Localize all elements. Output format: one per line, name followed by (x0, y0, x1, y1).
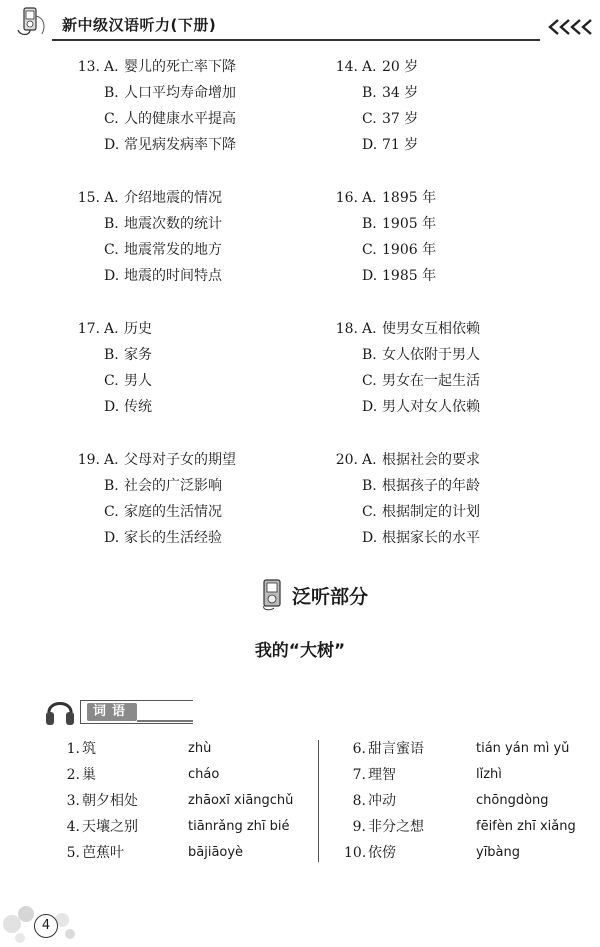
option-letter: C. (362, 242, 377, 258)
option-letter: A. (362, 59, 377, 75)
vocab-pinyin: zhāoxī xiāngchǔ (188, 793, 294, 808)
option-letter: C. (362, 504, 377, 520)
option-letter: B. (104, 216, 119, 232)
header-rule (52, 39, 540, 41)
mp3-player-icon (260, 578, 286, 612)
option-letter: B. (362, 216, 377, 232)
vocab-number: 7. (352, 767, 366, 783)
option-letter: D. (362, 399, 378, 415)
option-letter: D. (104, 137, 120, 153)
option-text: 使男女互相依赖 (382, 321, 480, 337)
vocab-pinyin: tián yán mì yǔ (476, 741, 570, 756)
vocab-number: 2. (66, 767, 80, 783)
vocab-number: 1. (66, 741, 80, 757)
option-text: 传统 (124, 399, 152, 415)
option-letter: C. (362, 111, 377, 127)
option-text: 父母对子女的期望 (124, 452, 236, 468)
vocab-word: 非分之想 (368, 819, 424, 835)
vocab-word: 甜言蜜语 (368, 741, 424, 757)
option-text: 家庭的生活情况 (124, 504, 222, 520)
chevrons-left-icon (546, 18, 594, 36)
option-letter: C. (104, 504, 119, 520)
option-text: 常见病发病率下降 (124, 137, 236, 153)
option-letter: D. (104, 530, 120, 546)
option-text: 历史 (124, 321, 152, 337)
question-number: 19. (77, 452, 100, 468)
option-text: 71 岁 (382, 137, 419, 153)
vocab-heading (44, 694, 174, 730)
question-number: 17. (77, 321, 100, 337)
vocab-number: 10. (344, 845, 367, 861)
option-letter: A. (362, 321, 377, 337)
vocab-word: 冲动 (368, 793, 396, 809)
vocab-pinyin: bājiāoyè (188, 845, 244, 860)
vocab-pinyin: fēifèn zhī xiǎng (476, 819, 576, 834)
option-letter: C. (104, 373, 119, 389)
option-text: 地震的时间特点 (124, 268, 222, 284)
option-letter: B. (104, 347, 119, 363)
option-letter: A. (362, 190, 377, 206)
option-text: 1905 年 (382, 216, 437, 232)
page-footer (0, 900, 90, 947)
vocab-number: 6. (352, 741, 366, 757)
option-letter: C. (104, 111, 119, 127)
option-letter: B. (104, 478, 119, 494)
question-number: 20. (335, 452, 358, 468)
vocab-label-box (80, 700, 193, 724)
option-text: 根据家长的水平 (382, 530, 480, 546)
vocab-word: 筑 (82, 741, 96, 757)
option-text: 地震次数的统计 (124, 216, 222, 232)
vocab-word: 巢 (82, 767, 96, 783)
question-number: 14. (335, 59, 358, 75)
option-text: 社会的广泛影响 (124, 478, 222, 494)
option-letter: B. (362, 347, 377, 363)
option-text: 根据制定的计划 (382, 504, 480, 520)
vocab-number: 4. (66, 819, 80, 835)
option-text: 地震常发的地方 (124, 242, 222, 258)
vocab-number: 5. (66, 845, 80, 861)
option-text: 男女在一起生活 (382, 373, 480, 389)
option-letter: B. (362, 478, 377, 494)
vocab-word: 依傍 (368, 845, 396, 861)
option-letter: A. (104, 321, 119, 337)
option-letter: B. (362, 85, 377, 101)
option-letter: A. (104, 452, 119, 468)
option-text: 1906 年 (382, 242, 437, 258)
option-text: 介绍地震的情况 (124, 190, 222, 206)
option-letter: D. (362, 268, 378, 284)
vocab-pinyin: lǐzhì (476, 767, 502, 782)
vocab-label-underline (137, 720, 193, 722)
vocab-label: 词语 (87, 703, 137, 721)
option-text: 20 岁 (382, 59, 419, 75)
option-text: 1895 年 (382, 190, 437, 206)
column-divider (318, 740, 319, 862)
option-letter: B. (104, 85, 119, 101)
option-text: 女人依附于男人 (382, 347, 480, 363)
vocab-word: 芭蕉叶 (82, 845, 124, 861)
option-letter: D. (362, 137, 378, 153)
option-text: 根据社会的要求 (382, 452, 480, 468)
section-title: 泛听部分 (292, 586, 369, 608)
question-number: 13. (77, 59, 100, 75)
question-number: 16. (335, 190, 358, 206)
option-text: 1985 年 (382, 268, 437, 284)
vocab-pinyin: yībàng (476, 845, 521, 860)
vocab-word: 朝夕相处 (82, 793, 138, 809)
vocab-word: 天壤之别 (82, 819, 138, 835)
option-letter: A. (104, 190, 119, 206)
option-text: 男人 (124, 373, 152, 389)
book-title: 新中级汉语听力(下册) (62, 16, 217, 34)
option-letter: D. (104, 399, 120, 415)
page-header (0, 0, 600, 46)
option-text: 34 岁 (382, 85, 419, 101)
option-text: 根据孩子的年龄 (382, 478, 480, 494)
option-text: 人的健康水平提高 (124, 111, 236, 127)
option-text: 男人对女人依赖 (382, 399, 480, 415)
vocab-number: 9. (352, 819, 366, 835)
option-text: 37 岁 (382, 111, 419, 127)
option-text: 婴儿的死亡率下降 (124, 59, 236, 75)
headphones-icon (44, 694, 76, 728)
option-letter: A. (362, 452, 377, 468)
option-letter: D. (104, 268, 120, 284)
vocab-pinyin: zhù (188, 741, 212, 756)
option-letter: D. (362, 530, 378, 546)
vocab-pinyin: chōngdòng (476, 793, 549, 808)
mp3-player-icon (14, 6, 48, 40)
vocab-word: 理智 (368, 767, 396, 783)
option-text: 家务 (124, 347, 152, 363)
vocab-number: 8. (352, 793, 366, 809)
option-text: 家长的生活经验 (124, 530, 222, 546)
option-letter: C. (362, 373, 377, 389)
option-letter: C. (104, 242, 119, 258)
question-number: 15. (77, 190, 100, 206)
option-text: 人口平均寿命增加 (124, 85, 236, 101)
option-letter: A. (104, 59, 119, 75)
vocab-pinyin: cháo (188, 767, 220, 782)
page-number: 4 (34, 914, 58, 938)
vocab-pinyin: tiānrǎng zhī bié (188, 819, 290, 834)
question-number: 18. (335, 321, 358, 337)
passage-title: 我的“大树” (254, 641, 346, 661)
vocab-number: 3. (66, 793, 80, 809)
